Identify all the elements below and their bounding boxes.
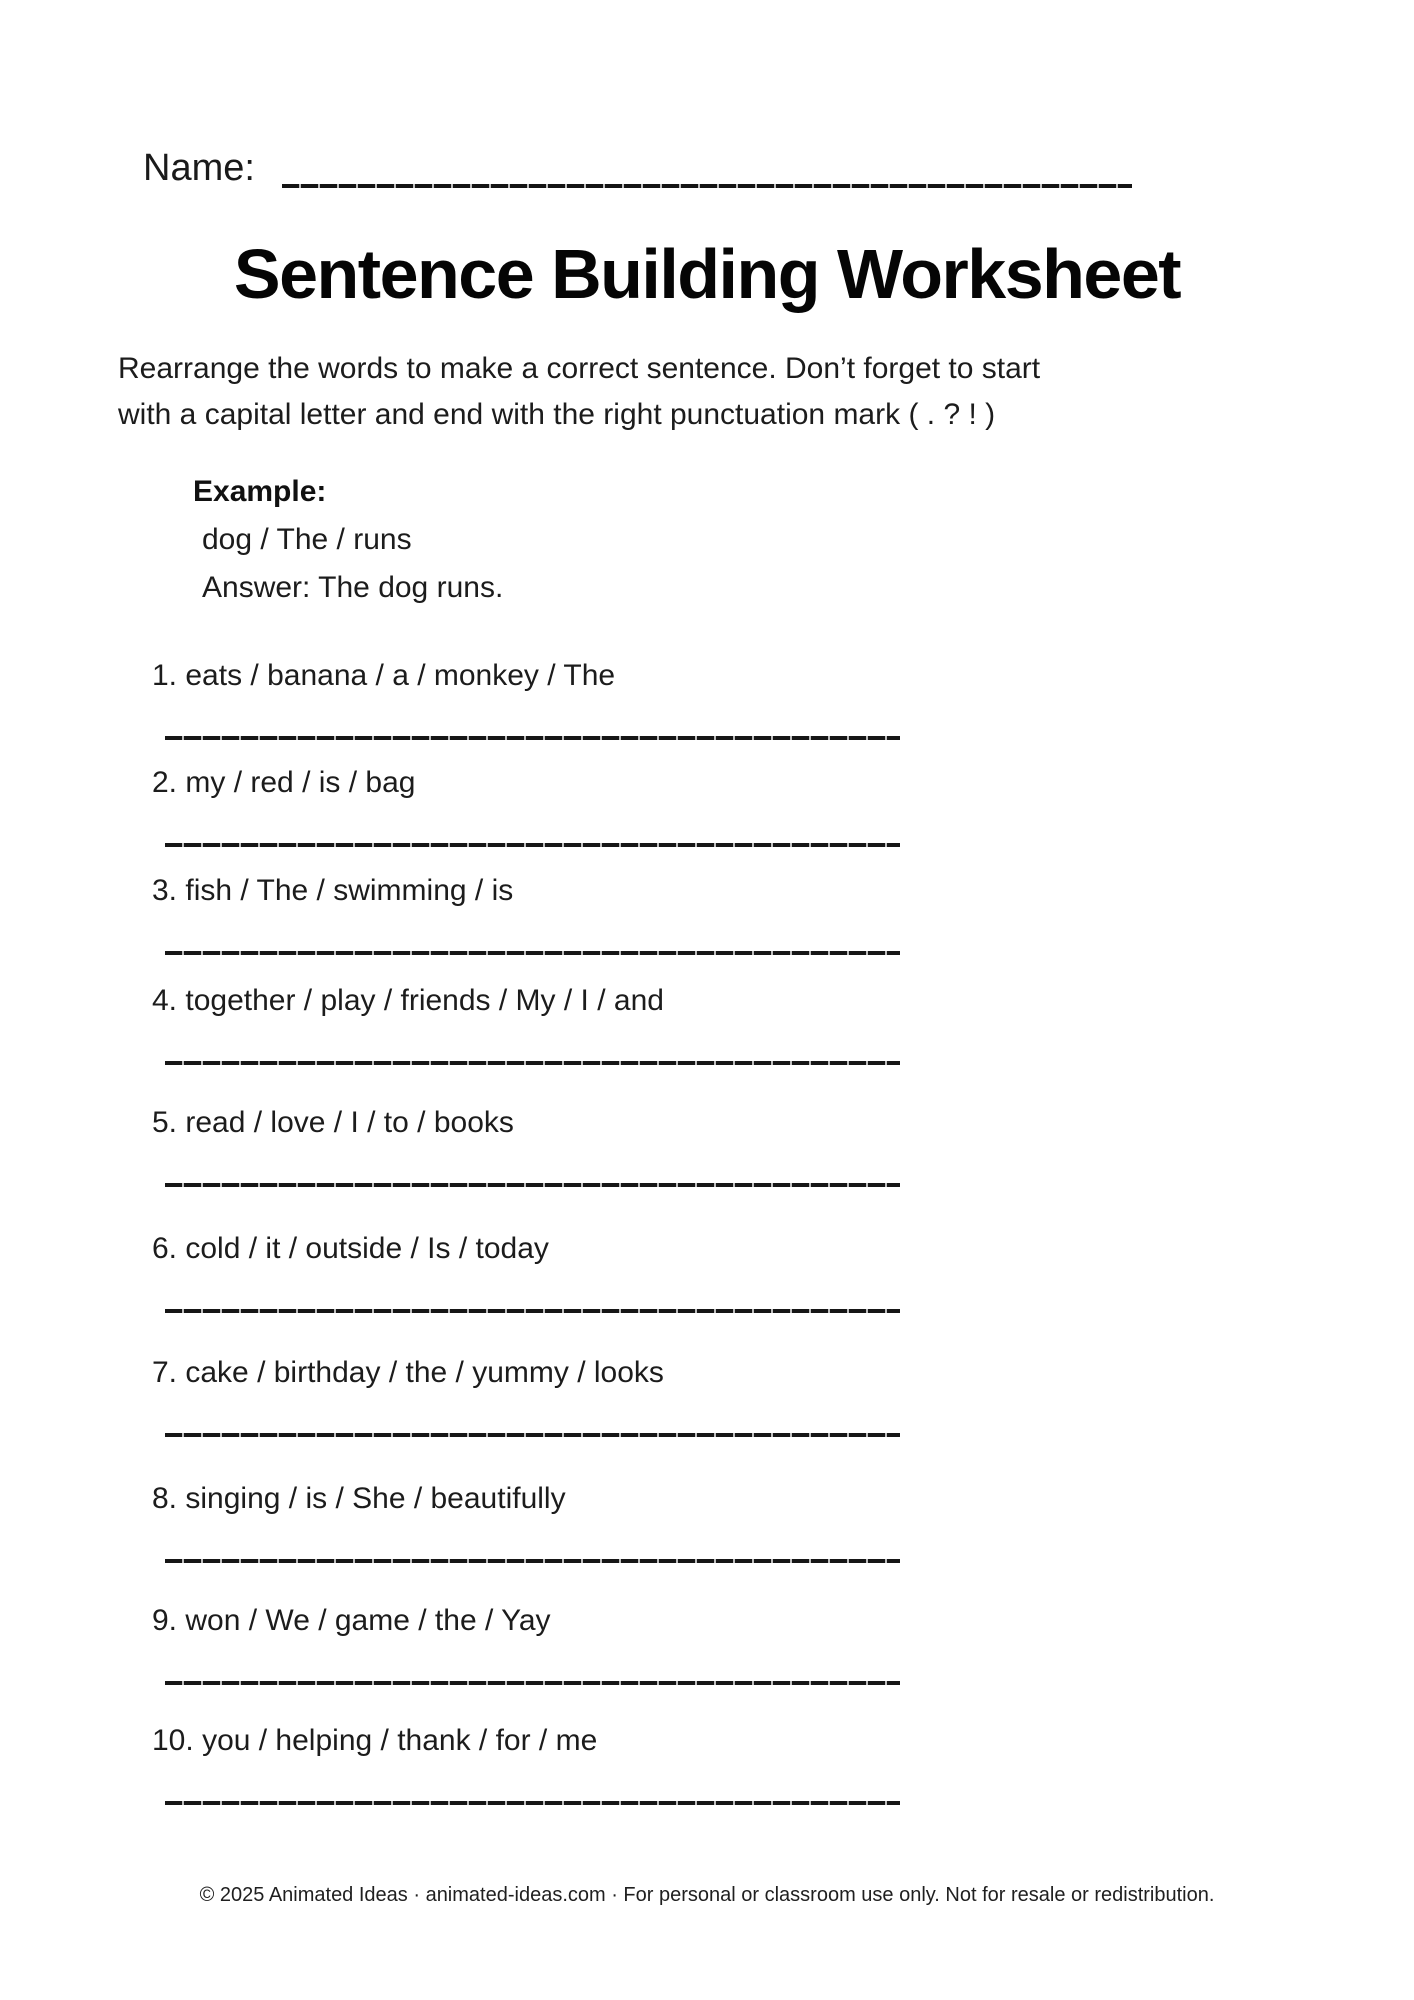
question-number: 1.	[152, 659, 178, 692]
question-item-8	[152, 1481, 1052, 1577]
name-label: Name:	[143, 147, 255, 189]
question-item-1	[152, 658, 1052, 754]
instructions-line1: Rearrange the words to make a correct sentence. Don’t forget to start	[118, 352, 1041, 385]
answer-blank-line-9	[165, 1681, 900, 1685]
answer-blank-line-6	[165, 1309, 900, 1313]
question-number: 3.	[152, 874, 178, 907]
example-block	[193, 468, 503, 612]
answer-blank-line-7	[165, 1433, 900, 1437]
question-words: together / play / friends / My / I / and	[185, 984, 664, 1017]
example-words: dog / The / runs	[202, 523, 412, 556]
question-words: you / helping / thank / for / me	[202, 1724, 598, 1757]
question-item-9	[152, 1603, 1052, 1699]
answer-blank-line-8	[165, 1559, 900, 1563]
instructions-line2: with a capital letter and end with the right punctuation mark ( . ? ! )	[118, 398, 996, 431]
question-number: 8.	[152, 1482, 178, 1515]
question-item-4	[152, 983, 1052, 1079]
question-words: read / love / I / to / books	[185, 1106, 514, 1139]
question-text-4	[152, 983, 1052, 1019]
question-number: 5.	[152, 1106, 178, 1139]
question-item-10	[152, 1723, 1052, 1819]
question-words: singing / is / She / beautifully	[185, 1482, 566, 1515]
question-text-3	[152, 873, 1052, 909]
answer-blank-line-4	[165, 1061, 900, 1065]
example-heading: Example:	[193, 475, 327, 508]
page-title: Sentence Building Worksheet	[233, 235, 1181, 313]
question-words: eats / banana / a / monkey / The	[185, 659, 616, 692]
question-item-5	[152, 1105, 1052, 1201]
question-number: 2.	[152, 766, 178, 799]
instructions	[118, 346, 1040, 438]
question-words: cold / it / outside / Is / today	[185, 1232, 549, 1265]
question-text-7	[152, 1355, 1052, 1391]
question-text-9	[152, 1603, 1052, 1639]
question-item-2	[152, 765, 1052, 861]
question-words: my / red / is / bag	[185, 766, 416, 799]
question-text-5	[152, 1105, 1052, 1141]
name-blank-line	[282, 184, 1132, 188]
answer-blank-line-5	[165, 1183, 900, 1187]
answer-blank-line-2	[165, 843, 900, 847]
answer-blank-line-3	[165, 951, 900, 955]
question-number: 6.	[152, 1232, 178, 1265]
question-words: fish / The / swimming / is	[185, 874, 514, 907]
question-text-6	[152, 1231, 1052, 1267]
question-item-3	[152, 873, 1052, 969]
question-text-2	[152, 765, 1052, 801]
question-number: 9.	[152, 1604, 178, 1637]
question-text-10	[152, 1723, 1052, 1759]
question-number: 4.	[152, 984, 178, 1017]
question-item-6	[152, 1231, 1052, 1327]
example-answer: Answer: The dog runs.	[202, 571, 504, 604]
question-text-1	[152, 658, 1052, 694]
answer-blank-line-10	[165, 1801, 900, 1805]
answer-blank-line-1	[165, 736, 900, 740]
footer-copyright: © 2025 Animated Ideas · animated-ideas.com · For personal or classroom use only. Not for resale or redistribution.	[199, 1884, 1215, 1906]
question-number: 10.	[152, 1724, 194, 1757]
question-number: 7.	[152, 1356, 178, 1389]
question-text-8	[152, 1481, 1052, 1517]
question-item-7	[152, 1355, 1052, 1451]
question-words: won / We / game / the / Yay	[185, 1604, 551, 1637]
question-words: cake / birthday / the / yummy / looks	[185, 1356, 664, 1389]
